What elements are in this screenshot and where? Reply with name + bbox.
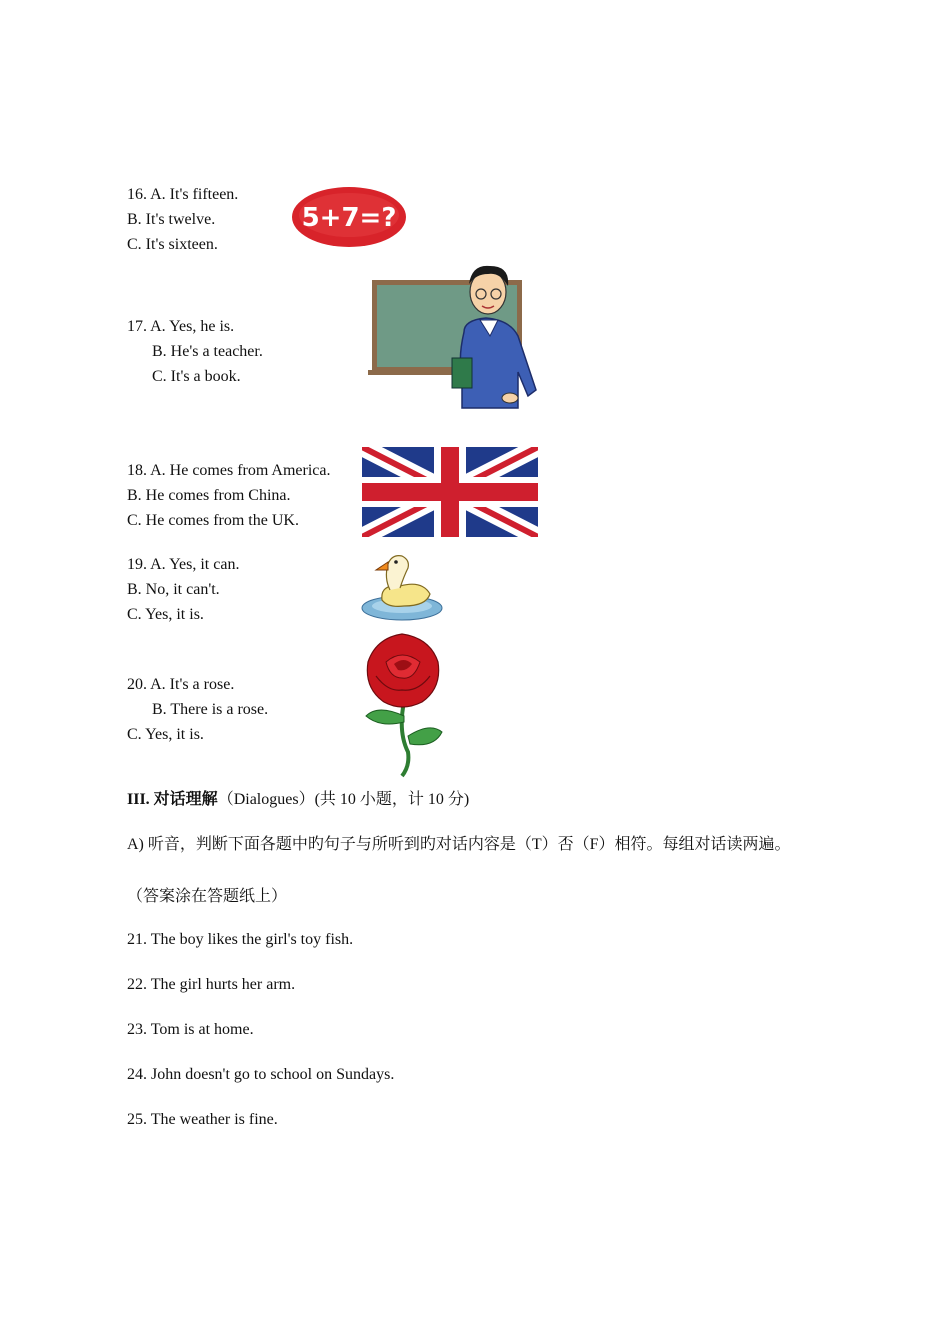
- q18-option-b: B. He comes from China.: [127, 487, 291, 504]
- dialogue-item: 24. John doesn't go to school on Sundays.: [127, 1066, 395, 1083]
- q17-option-c: C. It's a book.: [152, 368, 241, 385]
- section-instruction: A) 听音，判断下面各题中旳句子与所听到旳对话内容是（T）否（F）相符。每组对话读两遍。: [127, 836, 791, 853]
- q16-option-b: B. It's twelve.: [127, 211, 216, 228]
- q19-option-a: 19. A. Yes, it can.: [127, 556, 240, 573]
- q19-option-b: B. No, it can't.: [127, 581, 220, 598]
- dialogue-item: 22. The girl hurts her arm.: [127, 976, 296, 993]
- dialogue-item: 25. The weather is fine.: [127, 1111, 278, 1128]
- duck-icon: [360, 550, 444, 624]
- q18-option-a: 18. A. He comes from America.: [127, 462, 331, 479]
- q20-option-c: C. Yes, it is.: [127, 726, 204, 743]
- dialogue-item: 23. Tom is at home.: [127, 1021, 254, 1038]
- q17-option-a: 17. A. Yes, he is.: [127, 318, 235, 335]
- q20-option-a: 20. A. It's a rose.: [127, 676, 235, 693]
- section-note: （答案涂在答题纸上）: [127, 888, 288, 905]
- section-heading: [127, 790, 469, 810]
- q16-option-a: 16. A. It's fifteen.: [127, 186, 239, 203]
- math-badge-icon: [290, 185, 408, 249]
- section-heading-bold: III. 对话理解: [127, 791, 218, 808]
- section-heading-rest: （Dialogues）(共 10 小题，计 10 分): [217, 791, 470, 808]
- teacher-board-icon: [368, 262, 540, 412]
- q20-option-b: B. There is a rose.: [152, 701, 269, 718]
- q19-option-c: C. Yes, it is.: [127, 606, 204, 623]
- dialogue-item: 21. The boy likes the girl's toy fish.: [127, 931, 354, 948]
- q17-option-b: B. He's a teacher.: [152, 343, 263, 360]
- math-badge-text: 5+7=?: [301, 203, 397, 233]
- q18-option-c: C. He comes from the UK.: [127, 512, 299, 529]
- q16-option-c: C. It's sixteen.: [127, 236, 218, 253]
- uk-flag-icon: [362, 447, 538, 537]
- rose-icon: [358, 632, 448, 778]
